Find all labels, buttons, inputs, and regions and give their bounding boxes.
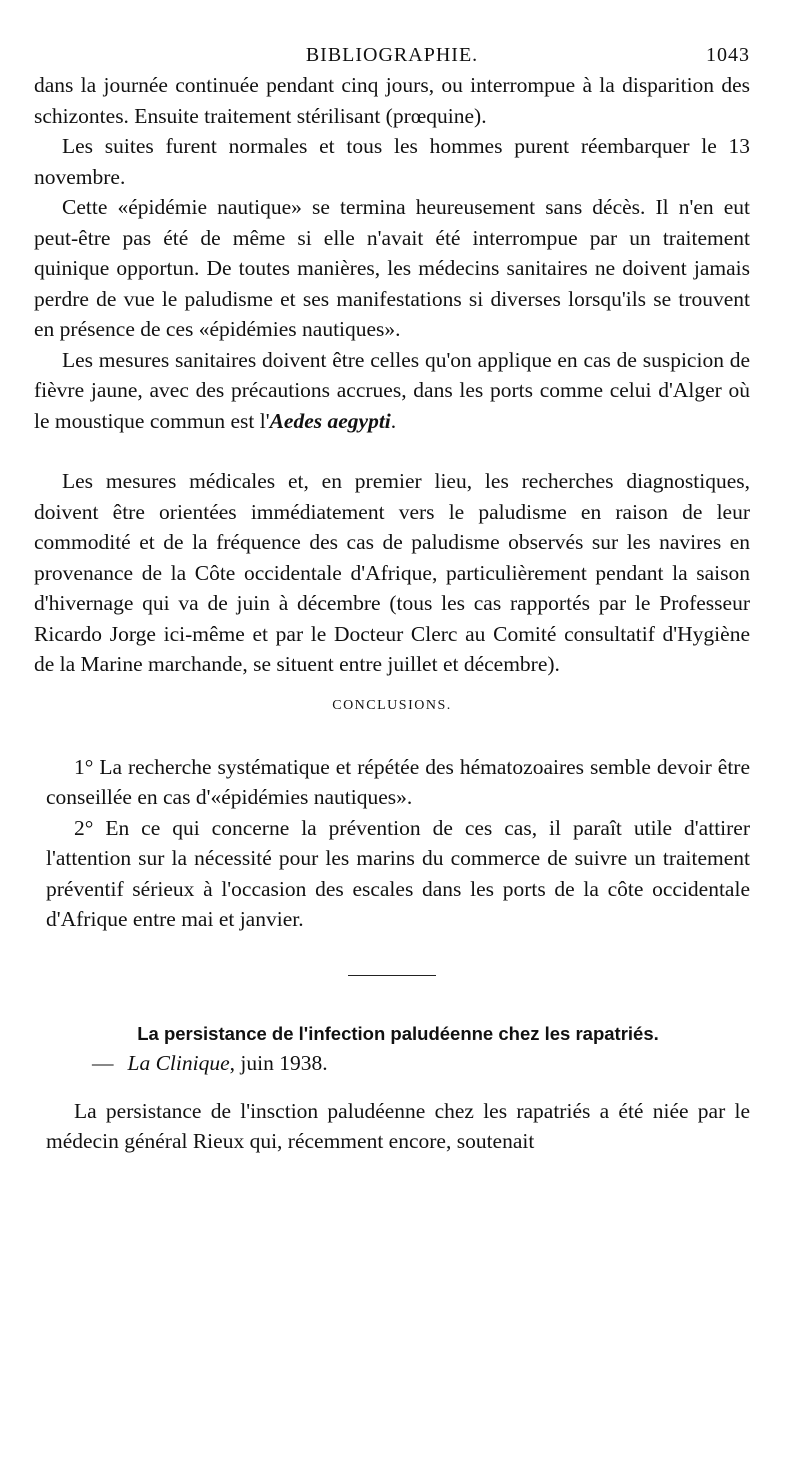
- page-header: [34, 40, 750, 70]
- article-body: [34, 1096, 750, 1157]
- paragraph-medical-measures: Les mesures médicales et, en premier lieu, les recherches diagnostiques, doivent être orientées immédiatement vers le paludisme en raison de leur commodité et de la fréquence des cas de paludisme observés sur les navires en provenance de la Côte occidentale d'Afrique, particulièrement pendant la saison d'hivernage qui va de juin à décembre (tous les cas rapportés par le Professeur Ricardo Jorge ici-même et par le Docteur Clerc au Comité consultatif d'Hygiène de la Marine marchande, se situent entre juillet et décembre).: [34, 469, 750, 676]
- sanitary-measures-end: .: [390, 408, 397, 433]
- sanitary-measures-text: Les mesures sanitaires doivent être celles qu'on applique en cas de suspicion de fièvre jaune, avec des précautions accrues, dans les ports comme celui d'Alger où le moustique commun est l': [34, 347, 750, 433]
- species-name: Aedes aegypti: [269, 408, 391, 433]
- conclusions-list: [34, 752, 750, 935]
- paragraph-gap-2: [34, 1078, 750, 1096]
- publication-date: , juin 1938.: [229, 1050, 328, 1075]
- running-title: BIBLIOGRAPHIE.: [305, 44, 479, 66]
- reference-dash: —: [92, 1050, 114, 1075]
- paragraph-treatment: dans la journée continuée pendant cinq jours, ou interrompue à la disparition des schizontes. Ensuite traitement stérilisant (prœquine).: [34, 73, 750, 128]
- paragraph-reembark: Les suites furent normales et tous les hommes purent réembarquer le 13 novembre.: [34, 134, 750, 189]
- paragraph-nautical-epidemic: Cette «épidémie nautique» se termina heureusement sans décès. Il n'en eut peut-être pas été de même si elle n'avait été interrompue par un traitement quinique opportun. De toutes manières, les médecins sanitaires ne doivent jamais perdre de vue le paludisme et ses manifestations si diverses lorsqu'ils se trouvent en présence de ces «épidémies nautiques».: [34, 195, 750, 341]
- page-number: 1043: [706, 44, 750, 66]
- section-divider: [348, 975, 436, 976]
- book-page: [34, 40, 750, 1157]
- paragraph-sanitary-measures: [34, 345, 750, 437]
- paragraph-persistence: La persistance de l'insction paludéenne chez les rapatriés a été niée par le médecin général Rieux qui, récemment encore, soutenait: [46, 1098, 750, 1153]
- paragraph-gap: [34, 436, 750, 466]
- journal-name: La Clinique: [127, 1050, 230, 1075]
- article-reference: [92, 1048, 750, 1078]
- article-title: La persistance de l'infection paludéenne chez les rapatriés.: [137, 1022, 659, 1044]
- conclusion-item-2: 2° En ce qui concerne la prévention de ces cas, il paraît utile d'attirer l'attention sur la nécessité pour les marins du commerce de suivre un traitement préventif sérieux à l'occasion des escales dans les ports de la côte occidentale d'Afrique entre mai et janvier.: [46, 815, 750, 931]
- conclusions-heading: CONCLUSIONS.: [332, 697, 452, 713]
- conclusion-item-1: 1° La recherche systématique et répétée des hématozoaires semble devoir être conseillée en cas d'«épidémies nautiques».: [46, 754, 750, 809]
